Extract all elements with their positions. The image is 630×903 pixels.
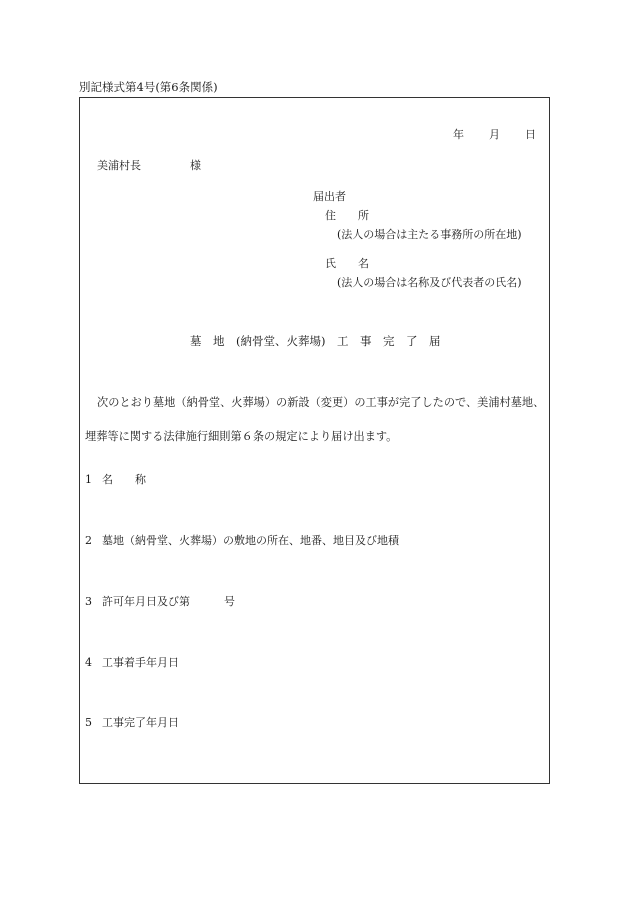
body-line-1: 次のとおり墓地（納骨堂、火葬場）の新設（変更）の工事が完了したので、美浦村墓地、 [97,396,545,409]
item-number: 5 [85,716,92,729]
item-number: 3 [85,595,92,608]
date-year: 年 [453,128,464,141]
item-1 [85,474,146,485]
date-day: 日 [525,128,536,141]
item-4 [85,657,179,668]
document-title: 墓 地 (納骨堂、火葬場) 工 事 完 了 届 [190,334,441,348]
item-suffix: 号 [224,595,235,608]
item-2 [85,535,399,546]
date-month: 月 [489,128,500,141]
addressee-name: 美浦村長 [97,159,141,172]
address-note: (法人の場合は主たる事務所の所在地) [337,228,522,241]
address-label: 住 所 [325,209,369,222]
addressee-honorific: 様 [190,159,201,172]
item-label: 許可年月日及び第 [102,595,190,608]
form-number: 別記様式第4号(第6条関係) [79,80,218,94]
item-5 [85,717,179,728]
applicant-label: 届出者 [313,190,346,203]
item-label: 墓地（納骨堂、火葬場）の敷地の所在、地番、地目及び地積 [102,534,399,547]
item-number: 1 [85,473,92,486]
body-line-2: 埋葬等に関する法律施行細則第６条の規定により届け出ます。 [85,430,398,443]
item-label: 工事着手年月日 [102,656,179,669]
item-number: 2 [85,534,92,547]
item-label: 工事完了年月日 [102,716,179,729]
name-note: (法人の場合は名称及び代表者の氏名) [337,276,522,289]
item-label: 名 称 [102,473,146,486]
item-number: 4 [85,656,92,669]
item-3 [85,596,235,607]
name-label: 氏 名 [325,257,369,270]
